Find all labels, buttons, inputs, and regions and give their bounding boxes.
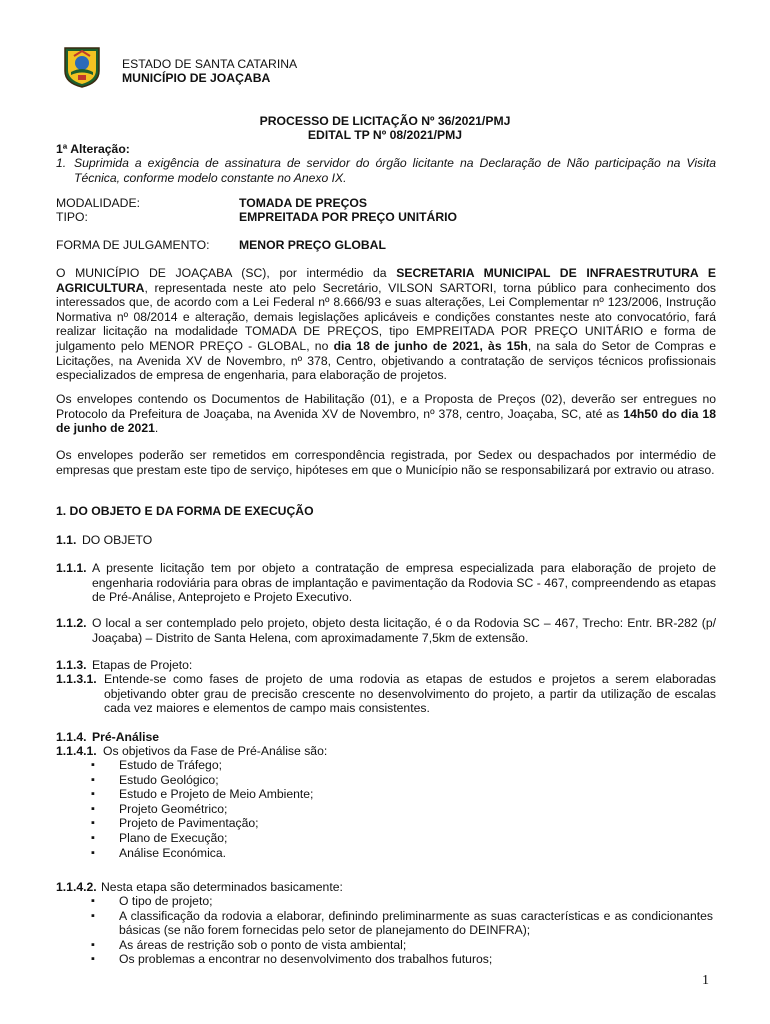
clause-title: Etapas de Projeto: <box>92 658 193 672</box>
list-item: ▪ Projeto de Pavimentação; <box>91 816 715 831</box>
clause-text: Os objetivos da Fase de Pré-Análise são: <box>103 744 328 758</box>
amendment-text: Suprimida a exigência de assinatura de servidor do órgão licitante na Declaração de Não participação na Visita Técnica, conforme modelo constante no Anexo IX. <box>74 156 716 185</box>
modalidade-value: TOMADA DE PREÇOS <box>239 196 367 210</box>
clause-text: A presente licitação tem por objeto a contratação de empresa especializada para elaboração de projeto de engenharia rodoviária para obras de implantação e pavimentação da Rodovia SC - 467, compreendendo as etapas de Pré-Análise, Anteprojeto e Projeto Executivo. <box>92 561 716 605</box>
amendment-number: 1. <box>56 156 67 170</box>
delivery-paragraph: Os envelopes poderão ser remetidos em correspondência registrada, por Sedex ou despachados por intermédio de empresas que prestam este tipo de serviço, hipóteses em que o Município não se responsabilizará por extravio ou atraso. <box>56 448 716 477</box>
list-item: ▪ Estudo Geológico; <box>91 773 715 788</box>
coat-of-arms-icon <box>62 45 102 89</box>
document-title: PROCESSO DE LICITAÇÃO Nº 36/2021/PMJ <box>259 114 511 128</box>
determinations-list <box>91 894 713 967</box>
page-number: 1 <box>702 973 709 988</box>
list-item: ▪ As áreas de restrição sob o ponto de vista ambiental; <box>91 938 713 953</box>
tipo-label: TIPO: <box>56 210 88 224</box>
clause-number: 1.1.3.1. <box>56 672 97 686</box>
list-item: ▪ A classificação da rodovia a elaborar, definindo preliminarmente as suas características e as condicionantes básicas (se não forem fornecidas pelo setor de planejamento do DEINFRA); <box>91 909 713 938</box>
tipo-value: EMPREITADA POR PREÇO UNITÁRIO <box>239 210 458 224</box>
intro-paragraph: O MUNICÍPIO DE JOAÇABA (SC), por intermédio da SECRETARIA MUNICIPAL DE INFRAESTRUTURA E AGRICULTURA, representada neste ato pelo Secretário, VILSON SARTORI, torna público para conhecimento dos interessados que, de acordo com a Lei Federal nº 8.666/93 e suas alterações, Lei Complementar nº 123/2006, Instrução Normativa nº 08/2014 e alteração, demais legislações aplicáveis e condições constantes neste ato convocatório, fará realizar licitação na modalidade TOMADA DE PREÇOS, tipo EMPREITADA POR PREÇO UNITÁRIO e forma de julgamento pelo MENOR PREÇO - GLOBAL, no dia 18 de junho de 2021, às 15h, na sala do Setor de Compras e Licitações, na Avenida XV de Novembro, nº 378, Centro, objetivando a contratação de serviços técnicos profissionais especializados de empresa de engenharia, para elaboração de projetos. <box>56 266 716 383</box>
section-heading: 1. DO OBJETO E DA FORMA DE EXECUÇÃO <box>56 504 314 518</box>
clause-number: 1.1.3. <box>56 658 87 672</box>
clause-text: Nesta etapa são determinados basicamente: <box>101 880 343 894</box>
clause-number: 1.1.1. <box>56 561 87 575</box>
clause-number: 1.1.4. <box>56 730 87 744</box>
clause-title: Pré-Análise <box>92 730 160 744</box>
clause-text: O local a ser contemplado pelo projeto, objeto desta licitação, é o da Rodovia SC – 467, Trecho: Entr. BR-282 (p/ Joaçaba) – Distrito de Santa Helena, com aproximadamente 7,5km de extensão. <box>92 616 716 645</box>
header-municipality: MUNICÍPIO DE JOAÇABA <box>122 71 271 85</box>
modalidade-label: MODALIDADE: <box>56 196 140 210</box>
julgamento-label: FORMA DE JULGAMENTO: <box>56 238 210 252</box>
clause-number: 1.1.4.2. <box>56 880 97 894</box>
list-item: ▪ Análise Económica. <box>91 846 715 861</box>
clause-number: 1.1.2. <box>56 616 87 630</box>
clause-number: 1.1.4.1. <box>56 744 97 758</box>
list-item: ▪ O tipo de projeto; <box>91 894 713 909</box>
list-item: ▪ Estudo e Projeto de Meio Ambiente; <box>91 787 715 802</box>
clause-text: Entende-se como fases de projeto de uma rodovia as etapas de estudos e projetos a serem elaboradas objetivando obter grau de precisão crescente no desenvolvimento do projeto, a partir da utilização de escalas cada vez maiores e elementos de campo mais consistentes. <box>104 672 716 716</box>
julgamento-value: MENOR PREÇO GLOBAL <box>239 238 386 252</box>
list-item: ▪ Projeto Geométrico; <box>91 802 715 817</box>
list-item: ▪ Plano de Execução; <box>91 831 715 846</box>
list-item: ▪ Estudo de Tráfego; <box>91 758 715 773</box>
list-item: ▪ Os problemas a encontrar no desenvolvimento dos trabalhos futuros; <box>91 952 713 967</box>
pre-analysis-list <box>91 758 715 860</box>
clause-title: DO OBJETO <box>82 533 153 547</box>
clause-number: 1.1. <box>56 533 77 547</box>
header-state: ESTADO DE SANTA CATARINA <box>122 57 298 71</box>
document-subtitle: EDITAL TP Nº 08/2021/PMJ <box>307 128 463 142</box>
envelopes-paragraph: Os envelopes contendo os Documentos de Habilitação (01), e a Proposta de Preços (02), deverão ser entregues no Protocolo da Prefeitura de Joaçaba, na Avenida XV de Novembro, nº 378, centro, Joaçaba, SC, até as 14h50 do dia 18 de junho de 2021. <box>56 392 716 436</box>
amendment-heading: 1ª Alteração: <box>56 142 130 156</box>
